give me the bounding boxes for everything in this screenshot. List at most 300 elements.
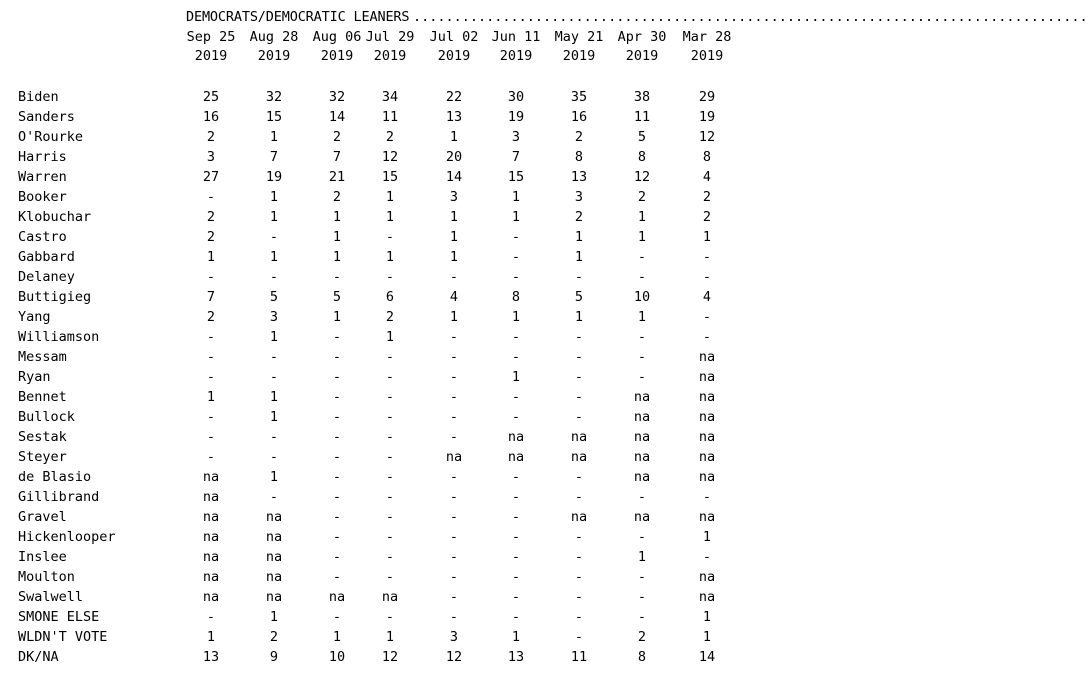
table-cell: - [511, 249, 521, 265]
row-label: Gillibrand [18, 489, 100, 505]
table-cell: - [574, 549, 584, 565]
table-cell: - [574, 369, 584, 385]
table-cell: - [574, 409, 584, 425]
table-cell: - [269, 449, 279, 465]
table-cell: na [202, 469, 220, 485]
row-label: Booker [18, 189, 67, 205]
column-header-year: 2019 [320, 48, 354, 64]
table-cell: - [385, 349, 395, 365]
table-cell: - [702, 549, 712, 565]
table-cell: 2 [206, 229, 216, 245]
table-cell: na [698, 509, 716, 525]
table-cell: 6 [385, 289, 395, 305]
table-cell: - [574, 489, 584, 505]
table-cell: 13 [570, 169, 588, 185]
table-cell: 2 [206, 309, 216, 325]
table-cell: 1 [385, 329, 395, 345]
table-cell: - [449, 609, 459, 625]
table-cell: 1 [702, 229, 712, 245]
table-cell: 2 [332, 189, 342, 205]
table-cell: na [265, 569, 283, 585]
row-label: Sanders [18, 109, 75, 125]
table-cell: na [381, 589, 399, 605]
table-cell: - [637, 369, 647, 385]
table-cell: na [633, 449, 651, 465]
table-cell: 2 [702, 209, 712, 225]
table-cell: na [202, 489, 220, 505]
table-cell: 5 [637, 129, 647, 145]
table-cell: 5 [574, 289, 584, 305]
column-header-year: 2019 [625, 48, 659, 64]
row-label: Steyer [18, 449, 67, 465]
table-cell: - [574, 569, 584, 585]
table-cell: - [637, 589, 647, 605]
table-cell: 1 [511, 369, 521, 385]
table-cell: 8 [637, 149, 647, 165]
row-label: Moulton [18, 569, 75, 585]
table-cell: - [332, 429, 342, 445]
column-header-date: Jun 11 [491, 29, 541, 45]
table-cell: 22 [445, 89, 463, 105]
table-cell: 13 [202, 649, 220, 665]
table-cell: - [385, 609, 395, 625]
table-cell: 32 [328, 89, 346, 105]
table-cell: na [633, 409, 651, 425]
table-cell: 7 [332, 149, 342, 165]
table-cell: - [449, 329, 459, 345]
table-cell: 1 [449, 309, 459, 325]
table-cell: - [269, 429, 279, 445]
table-cell: 1 [511, 209, 521, 225]
table-cell: 1 [332, 249, 342, 265]
table-cell: 7 [269, 149, 279, 165]
table-cell: - [449, 489, 459, 505]
table-cell: 10 [633, 289, 651, 305]
table-cell: 1 [269, 329, 279, 345]
table-cell: - [574, 349, 584, 365]
title-leader-dots: ................................................................................... [413, 9, 1088, 25]
table-cell: 2 [385, 309, 395, 325]
table-cell: 1 [574, 229, 584, 245]
row-label: DK/NA [18, 649, 59, 665]
table-cell: 7 [206, 289, 216, 305]
table-cell: 13 [507, 649, 525, 665]
table-cell: 1 [269, 189, 279, 205]
table-cell: 1 [449, 209, 459, 225]
table-cell: 2 [206, 209, 216, 225]
table-cell: 16 [570, 109, 588, 125]
table-cell: 1 [385, 249, 395, 265]
table-cell: 30 [507, 89, 525, 105]
table-cell: na [570, 449, 588, 465]
column-header-year: 2019 [373, 48, 407, 64]
table-cell: 21 [328, 169, 346, 185]
table-cell: - [449, 369, 459, 385]
table-cell: 16 [202, 109, 220, 125]
table-cell: 5 [332, 289, 342, 305]
row-label: SMONE ELSE [18, 609, 100, 625]
table-cell: 15 [381, 169, 399, 185]
table-cell: - [511, 529, 521, 545]
table-cell: na [698, 409, 716, 425]
table-cell: 9 [269, 649, 279, 665]
table-cell: - [511, 269, 521, 285]
row-label: Delaney [18, 269, 75, 285]
table-cell: - [449, 549, 459, 565]
table-cell: 12 [698, 129, 716, 145]
table-cell: - [511, 229, 521, 245]
table-cell: 11 [570, 649, 588, 665]
table-cell: 1 [269, 129, 279, 145]
table-cell: 3 [511, 129, 521, 145]
table-cell: 1 [637, 549, 647, 565]
table-cell: na [507, 449, 525, 465]
table-cell: - [332, 449, 342, 465]
table-cell: - [332, 509, 342, 525]
column-header-year: 2019 [499, 48, 533, 64]
table-cell: 7 [511, 149, 521, 165]
table-cell: na [633, 429, 651, 445]
table-cell: 25 [202, 89, 220, 105]
table-cell: 15 [507, 169, 525, 185]
column-header-year: 2019 [257, 48, 291, 64]
table-cell: - [385, 369, 395, 385]
table-cell: 4 [702, 169, 712, 185]
table-cell: 1 [332, 229, 342, 245]
column-header-date: Mar 28 [682, 29, 732, 45]
table-cell: - [332, 489, 342, 505]
column-header-date: May 21 [554, 29, 604, 45]
table-cell: na [265, 509, 283, 525]
table-cell: 1 [385, 189, 395, 205]
table-cell: - [702, 489, 712, 505]
table-cell: - [702, 249, 712, 265]
table-cell: 38 [633, 89, 651, 105]
row-label: Harris [18, 149, 67, 165]
table-cell: 1 [269, 609, 279, 625]
table-cell: - [332, 529, 342, 545]
row-label: Ryan [18, 369, 51, 385]
table-cell: na [633, 509, 651, 525]
table-cell: na [698, 429, 716, 445]
table-cell: 2 [385, 129, 395, 145]
table-cell: 1 [385, 629, 395, 645]
table-cell: - [385, 409, 395, 425]
row-label: de Blasio [18, 469, 92, 485]
row-label: Inslee [18, 549, 67, 565]
table-cell: 1 [269, 469, 279, 485]
table-cell: 29 [698, 89, 716, 105]
table-cell: - [574, 529, 584, 545]
table-cell: - [449, 409, 459, 425]
table-cell: - [206, 449, 216, 465]
table-cell: na [698, 369, 716, 385]
table-cell: - [574, 469, 584, 485]
table-cell: - [511, 609, 521, 625]
row-label: Bennet [18, 389, 67, 405]
table-cell: - [332, 609, 342, 625]
table-cell: - [385, 429, 395, 445]
table-cell: - [449, 569, 459, 585]
column-header-year: 2019 [437, 48, 471, 64]
row-label: Swalwell [18, 589, 84, 605]
column-header-date: Apr 30 [617, 29, 667, 45]
table-cell: - [206, 189, 216, 205]
table-cell: na [698, 589, 716, 605]
table-cell: - [702, 309, 712, 325]
column-header-year: 2019 [562, 48, 596, 64]
table-cell: 2 [574, 129, 584, 145]
row-label: Castro [18, 229, 67, 245]
column-header-date: Jul 29 [365, 29, 415, 45]
column-header-date: Aug 28 [249, 29, 299, 45]
table-cell: 14 [445, 169, 463, 185]
table-cell: - [637, 529, 647, 545]
table-cell: 3 [449, 189, 459, 205]
table-cell: 2 [702, 189, 712, 205]
table-cell: - [574, 329, 584, 345]
table-cell: - [385, 509, 395, 525]
table-cell: 1 [637, 309, 647, 325]
table-cell: - [511, 569, 521, 585]
table-cell: 12 [381, 149, 399, 165]
table-cell: - [449, 529, 459, 545]
table-cell: - [206, 609, 216, 625]
table-cell: - [269, 489, 279, 505]
table-cell: - [511, 589, 521, 605]
table-cell: 10 [328, 649, 346, 665]
table-cell: 1 [511, 309, 521, 325]
table-cell: - [206, 329, 216, 345]
table-cell: na [265, 549, 283, 565]
table-cell: - [511, 409, 521, 425]
table-cell: na [202, 529, 220, 545]
table-cell: - [206, 409, 216, 425]
table-cell: 19 [698, 109, 716, 125]
table-cell: - [332, 549, 342, 565]
table-cell: 2 [332, 129, 342, 145]
table-cell: 2 [637, 189, 647, 205]
table-cell: - [449, 589, 459, 605]
table-cell: - [206, 269, 216, 285]
table-cell: 1 [206, 249, 216, 265]
table-cell: na [633, 469, 651, 485]
table-cell: - [332, 389, 342, 405]
table-cell: - [385, 269, 395, 285]
table-cell: - [574, 269, 584, 285]
table-cell: - [449, 469, 459, 485]
row-label: Yang [18, 309, 51, 325]
column-header-year: 2019 [690, 48, 724, 64]
table-cell: na [507, 429, 525, 445]
table-cell: 3 [206, 149, 216, 165]
table-cell: - [511, 489, 521, 505]
table-cell: - [385, 469, 395, 485]
row-label: Hickenlooper [18, 529, 116, 545]
table-cell: 1 [332, 629, 342, 645]
table-cell: na [698, 569, 716, 585]
table-cell: 20 [445, 149, 463, 165]
table-cell: 11 [381, 109, 399, 125]
table-cell: 5 [269, 289, 279, 305]
column-header-year: 2019 [194, 48, 228, 64]
table-cell: 12 [445, 649, 463, 665]
table-cell: na [265, 529, 283, 545]
table-cell: na [202, 589, 220, 605]
row-label: WLDN'T VOTE [18, 629, 108, 645]
column-header-date: Sep 25 [186, 29, 236, 45]
table-cell: - [637, 329, 647, 345]
table-cell: 1 [574, 309, 584, 325]
table-cell: 19 [265, 169, 283, 185]
table-cell: na [570, 509, 588, 525]
table-cell: 2 [574, 209, 584, 225]
row-label: Sestak [18, 429, 67, 445]
table-cell: 1 [511, 189, 521, 205]
row-label: O'Rourke [18, 129, 84, 145]
table-cell: 1 [385, 209, 395, 225]
table-cell: 11 [633, 109, 651, 125]
column-header-date: Jul 02 [429, 29, 479, 45]
table-cell: 4 [449, 289, 459, 305]
table-cell: - [511, 549, 521, 565]
table-cell: na [445, 449, 463, 465]
table-cell: 2 [206, 129, 216, 145]
table-cell: 14 [328, 109, 346, 125]
table-cell: 8 [702, 149, 712, 165]
table-cell: - [332, 409, 342, 425]
table-cell: - [511, 389, 521, 405]
table-cell: na [570, 429, 588, 445]
table-cell: - [269, 369, 279, 385]
table-cell: 2 [637, 629, 647, 645]
table-cell: na [328, 589, 346, 605]
table-cell: 1 [449, 249, 459, 265]
row-label: Gabbard [18, 249, 75, 265]
table-cell: - [702, 329, 712, 345]
table-cell: - [511, 469, 521, 485]
table-cell: - [449, 269, 459, 285]
table-cell: 35 [570, 89, 588, 105]
table-cell: - [332, 569, 342, 585]
table-cell: 15 [265, 109, 283, 125]
table-cell: - [206, 369, 216, 385]
table-cell: 1 [449, 229, 459, 245]
table-cell: - [449, 509, 459, 525]
table-cell: 8 [511, 289, 521, 305]
row-label: Gravel [18, 509, 67, 525]
table-cell: 2 [269, 629, 279, 645]
table-cell: 3 [269, 309, 279, 325]
table-cell: - [269, 269, 279, 285]
table-cell: 14 [698, 649, 716, 665]
table-cell: 1 [269, 249, 279, 265]
table-cell: - [385, 529, 395, 545]
table-cell: 1 [702, 629, 712, 645]
table-cell: 12 [633, 169, 651, 185]
row-label: Williamson [18, 329, 100, 345]
table-cell: 1 [206, 389, 216, 405]
table-cell: 1 [206, 629, 216, 645]
table-cell: 1 [637, 229, 647, 245]
table-cell: - [332, 349, 342, 365]
table-cell: 3 [574, 189, 584, 205]
table-cell: - [574, 609, 584, 625]
table-cell: 3 [449, 629, 459, 645]
table-cell: na [698, 469, 716, 485]
table-cell: 1 [637, 209, 647, 225]
table-cell: - [385, 449, 395, 465]
row-label: Biden [18, 89, 59, 105]
column-header-date: Aug 06 [312, 29, 362, 45]
table-cell: - [574, 389, 584, 405]
table-cell: - [637, 249, 647, 265]
table-cell: - [637, 609, 647, 625]
table-cell: 1 [702, 609, 712, 625]
table-cell: - [637, 489, 647, 505]
table-cell: - [269, 229, 279, 245]
table-cell: 13 [445, 109, 463, 125]
table-cell: 1 [702, 529, 712, 545]
table-cell: - [385, 549, 395, 565]
table-cell: 32 [265, 89, 283, 105]
table-cell: 1 [269, 209, 279, 225]
table-cell: - [385, 229, 395, 245]
table-cell: 1 [574, 249, 584, 265]
row-label: Bullock [18, 409, 75, 425]
table-cell: 1 [449, 129, 459, 145]
table-cell: 1 [511, 629, 521, 645]
table-cell: - [511, 329, 521, 345]
table-cell: 1 [269, 409, 279, 425]
table-cell: - [332, 269, 342, 285]
table-cell: na [633, 389, 651, 405]
table-cell: na [698, 389, 716, 405]
table-cell: - [702, 269, 712, 285]
table-cell: - [385, 389, 395, 405]
table-cell: - [206, 429, 216, 445]
table-cell: - [574, 589, 584, 605]
row-label: Warren [18, 169, 67, 185]
table-cell: 8 [637, 649, 647, 665]
table-cell: - [511, 349, 521, 365]
table-cell: na [202, 549, 220, 565]
table-cell: - [269, 349, 279, 365]
table-cell: - [385, 489, 395, 505]
table-cell: 8 [574, 149, 584, 165]
table-cell: 1 [332, 209, 342, 225]
row-label: Klobuchar [18, 209, 92, 225]
table-cell: - [449, 349, 459, 365]
table-cell: - [449, 429, 459, 445]
table-cell: - [206, 349, 216, 365]
table-cell: 4 [702, 289, 712, 305]
table-cell: na [698, 449, 716, 465]
table-cell: - [332, 369, 342, 385]
table-cell: 27 [202, 169, 220, 185]
row-label: Buttigieg [18, 289, 92, 305]
table-title: DEMOCRATS/DEMOCRATIC LEANERS [186, 9, 410, 25]
table-cell: 1 [332, 309, 342, 325]
table-cell: - [332, 329, 342, 345]
table-cell: - [574, 629, 584, 645]
table-cell: - [332, 469, 342, 485]
table-cell: - [637, 269, 647, 285]
table-cell: na [202, 509, 220, 525]
table-cell: - [449, 389, 459, 405]
table-cell: 12 [381, 649, 399, 665]
table-cell: 1 [269, 389, 279, 405]
